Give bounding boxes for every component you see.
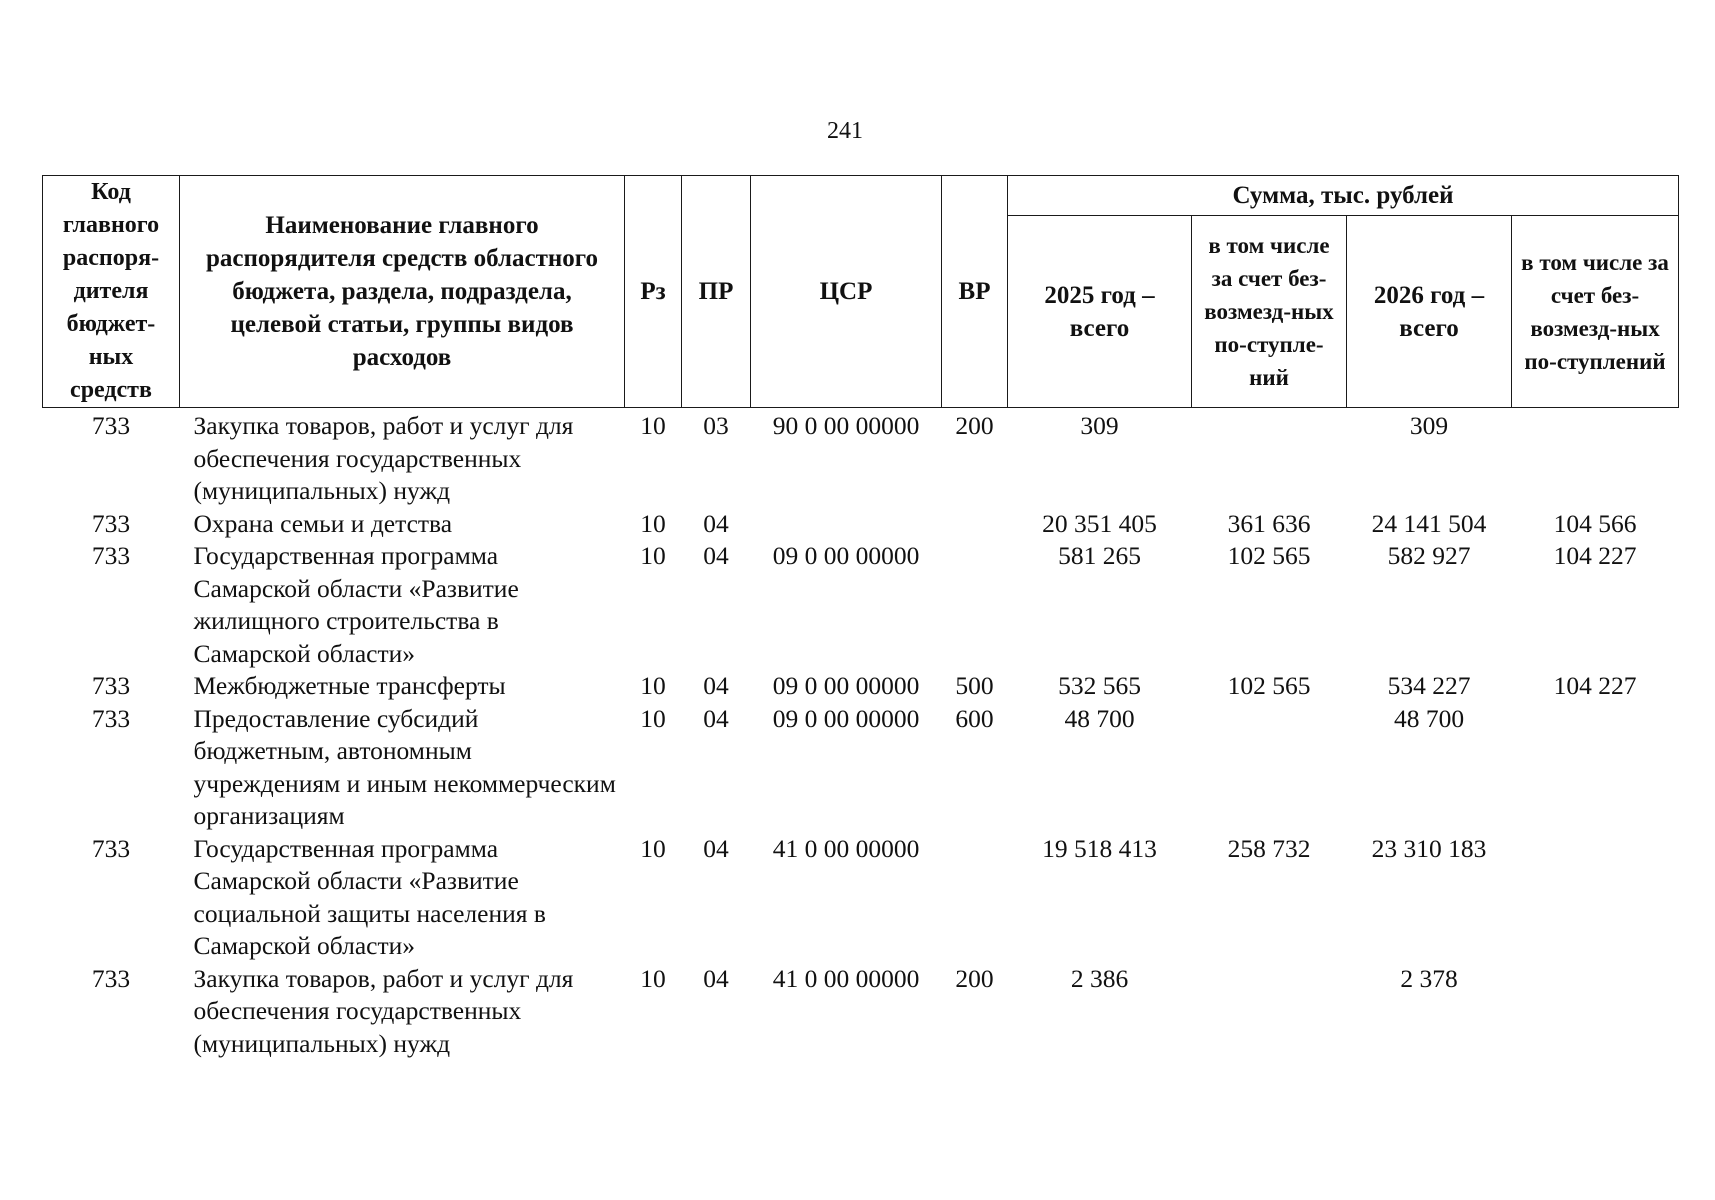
cell-pr: 04 <box>703 671 729 700</box>
cell-2026-free <box>1512 703 1679 833</box>
cell-vr: 500 <box>955 671 994 700</box>
cell-name: Закупка товаров, работ и услуг для обеспечения государственных (муниципальных) нужд <box>193 963 574 1058</box>
cell-code: 733 <box>91 541 131 570</box>
cell-2026-total: 309 <box>1409 411 1449 440</box>
cell-name: Межбюджетные трансферты <box>193 671 506 700</box>
cell-2025-free: 102 565 <box>1227 671 1311 700</box>
cell-pr: 04 <box>703 508 729 538</box>
cell-vr <box>942 833 1008 963</box>
cell-code: 733 <box>91 671 131 700</box>
cell-code: 733 <box>91 703 131 733</box>
header-sum-group: Сумма, тыс. рублей <box>1008 176 1679 216</box>
cell-code: 733 <box>91 833 131 863</box>
cell-pr: 03 <box>703 411 729 440</box>
cell-2026-total: 534 227 <box>1387 671 1471 700</box>
table-row <box>43 963 1679 1061</box>
cell-2025-total: 532 565 <box>1058 671 1141 700</box>
cell-2026-free: 104 227 <box>1553 541 1637 570</box>
header-pr: ПР <box>682 176 751 408</box>
cell-2026-free <box>1512 833 1679 963</box>
cell-2026-total: 582 927 <box>1387 541 1471 570</box>
cell-code: 733 <box>91 963 131 993</box>
page-number: 241 <box>827 118 863 144</box>
cell-2025-total: 309 <box>1080 411 1119 440</box>
cell-2025-total: 581 265 <box>1058 541 1141 570</box>
table-row <box>43 833 1679 963</box>
cell-name: Закупка товаров, работ и услуг для обеспечения государственных (муниципальных) нужд <box>193 411 574 505</box>
header-2026-free: в том числе за счет без-возмезд-ных по-ступлений <box>1512 216 1679 408</box>
cell-rz: 10 <box>640 671 666 700</box>
cell-name: Охрана семьи и детства <box>193 508 453 538</box>
cell-2026-total: 48 700 <box>1393 703 1465 733</box>
cell-2025-free: 102 565 <box>1227 541 1311 570</box>
cell-name: Государственная программа Самарской области «Развитие жилищного строительства в Самарской области» <box>193 541 519 668</box>
table-row <box>43 408 1679 508</box>
cell-csr <box>751 508 942 541</box>
cell-rz: 10 <box>640 508 666 538</box>
table-row <box>43 508 1679 541</box>
cell-2026-free: 104 566 <box>1553 508 1637 538</box>
cell-rz: 10 <box>640 963 666 993</box>
table-body <box>43 408 1679 1061</box>
cell-name: Государственная программа Самарской области «Развитие социальной защиты населения в Самарской области» <box>193 833 546 960</box>
header-rz: Рз <box>625 176 682 408</box>
table-row <box>43 540 1679 670</box>
cell-2025-total: 2 386 <box>1070 963 1129 993</box>
table-row <box>43 670 1679 703</box>
cell-csr: 90 0 00 00000 <box>772 411 920 440</box>
header-2025-free: в том числе за счет без-возмезд-ных по-ступле-ний <box>1192 216 1347 408</box>
header-code: Код главного распоря-дителя бюджет-ных средств <box>43 176 180 408</box>
cell-2026-free <box>1512 408 1679 508</box>
cell-rz: 10 <box>640 703 666 733</box>
cell-pr: 04 <box>703 703 729 733</box>
cell-2026-free <box>1512 963 1679 1061</box>
cell-code: 733 <box>91 508 131 538</box>
header-2025-total: 2025 год – всего <box>1008 216 1192 408</box>
cell-2026-free: 104 227 <box>1553 671 1637 700</box>
cell-rz: 10 <box>640 541 666 570</box>
budget-table-container <box>42 175 1678 1060</box>
cell-csr: 09 0 00 00000 <box>772 541 920 570</box>
cell-vr: 200 <box>955 411 994 440</box>
cell-code: 733 <box>91 411 131 440</box>
cell-csr: 41 0 00 00000 <box>772 833 920 863</box>
cell-csr: 09 0 00 00000 <box>772 703 920 733</box>
cell-rz: 10 <box>640 411 666 440</box>
cell-2025-free <box>1192 963 1347 1061</box>
cell-vr <box>942 540 1008 670</box>
cell-2025-total: 20 351 405 <box>1042 508 1157 538</box>
header-csr: ЦСР <box>751 176 942 408</box>
cell-2025-free <box>1192 408 1347 508</box>
cell-pr: 04 <box>703 833 729 863</box>
cell-2026-total: 23 310 183 <box>1371 833 1487 863</box>
budget-table <box>42 175 1679 1060</box>
cell-name: Предоставление субсидий бюджетным, автономным учреждениям и иным некоммерческим организациям <box>193 703 616 830</box>
cell-vr: 200 <box>955 963 994 993</box>
cell-rz: 10 <box>640 833 666 863</box>
cell-2026-total: 24 141 504 <box>1371 508 1487 538</box>
cell-2025-total: 48 700 <box>1064 703 1135 733</box>
header-name: Наименование главного распорядителя средств областного бюджета, раздела, подраздела, целевой статьи, группы видов расходов <box>180 176 625 408</box>
cell-vr <box>942 508 1008 541</box>
header-vr: ВР <box>942 176 1008 408</box>
cell-2025-free <box>1192 703 1347 833</box>
cell-pr: 04 <box>703 963 729 993</box>
cell-pr: 04 <box>703 541 729 570</box>
cell-2025-free: 361 636 <box>1227 508 1311 538</box>
cell-2025-total: 19 518 413 <box>1042 833 1157 863</box>
table-row <box>43 703 1679 833</box>
header-row-top <box>43 176 1679 216</box>
cell-vr: 600 <box>955 703 994 733</box>
cell-2026-total: 2 378 <box>1400 963 1458 993</box>
cell-csr: 09 0 00 00000 <box>772 671 920 700</box>
cell-csr: 41 0 00 00000 <box>772 963 920 993</box>
header-2026-total: 2026 год – всего <box>1347 216 1512 408</box>
cell-2025-free: 258 732 <box>1227 833 1311 863</box>
